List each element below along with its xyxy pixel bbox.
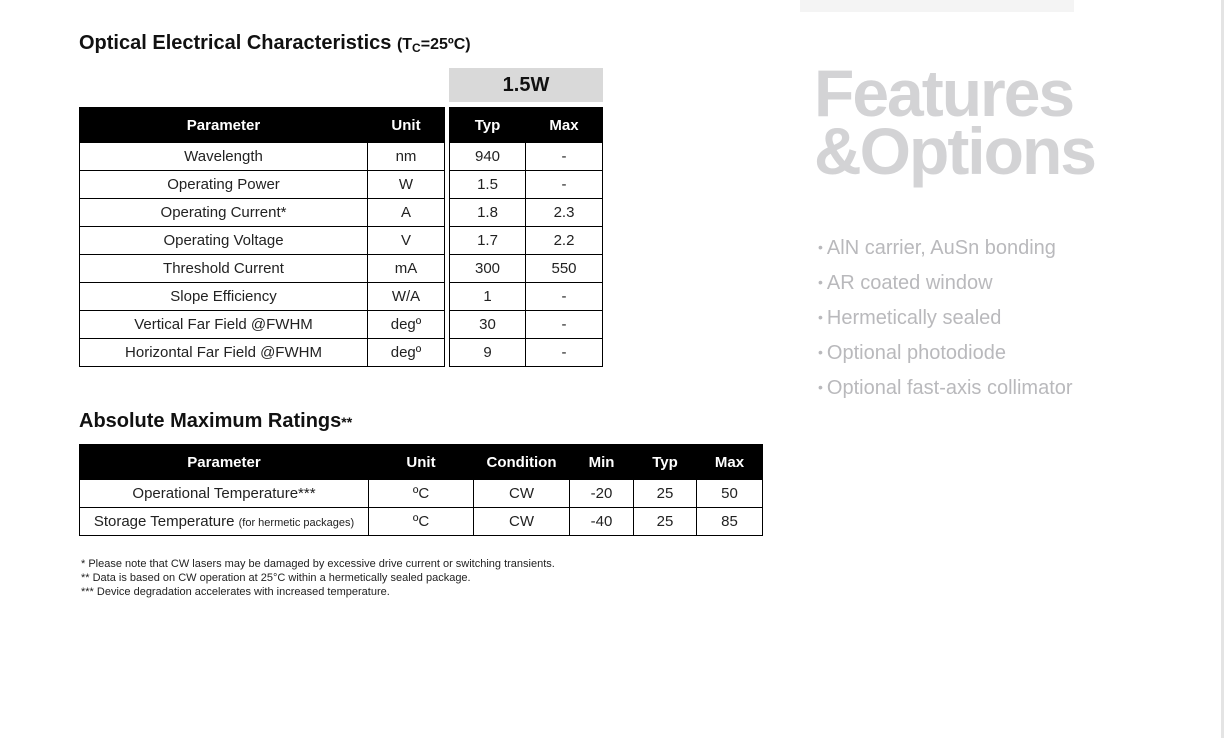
condition-open: (T bbox=[396, 36, 413, 53]
max-cell: - bbox=[526, 283, 603, 311]
bullet-icon: • bbox=[818, 379, 823, 395]
table-row bbox=[450, 339, 603, 367]
table-row bbox=[450, 283, 603, 311]
table-row bbox=[80, 199, 445, 227]
footnote: * Please note that CW lasers may be damaged by excessive drive current or switching transients. bbox=[81, 558, 555, 570]
unit-header: Unit bbox=[368, 108, 445, 143]
feature-label: Hermetically sealed bbox=[826, 307, 1002, 329]
table-row bbox=[450, 143, 603, 171]
table-row bbox=[80, 171, 445, 199]
unit-cell: mA bbox=[368, 255, 445, 283]
table-header-row bbox=[80, 108, 445, 143]
max-cell: - bbox=[526, 339, 603, 367]
table-row bbox=[80, 339, 445, 367]
feature-item bbox=[818, 265, 1073, 300]
features-title-line2: &Options bbox=[814, 114, 1095, 188]
typ-cell: 25 bbox=[634, 508, 697, 536]
feature-item bbox=[818, 230, 1073, 265]
optical-title-text: Optical Electrical Characteristics bbox=[79, 32, 392, 54]
max-header: Max bbox=[697, 445, 763, 480]
bullet-icon: • bbox=[818, 239, 823, 255]
parameter-cell bbox=[80, 480, 369, 508]
unit-cell: V bbox=[368, 227, 445, 255]
table-row bbox=[450, 255, 603, 283]
bullet-icon: • bbox=[818, 344, 823, 360]
feature-label: Optional fast-axis collimator bbox=[826, 377, 1073, 399]
absolute-title-text: Absolute Maximum Ratings bbox=[79, 410, 342, 432]
table-row bbox=[450, 311, 603, 339]
max-cell: - bbox=[526, 143, 603, 171]
parameter-cell: Wavelength bbox=[80, 143, 368, 171]
unit-header: Unit bbox=[369, 445, 474, 480]
parameter-name: Storage Temperature bbox=[93, 513, 235, 530]
feature-item bbox=[818, 335, 1073, 370]
parameter-header: Parameter bbox=[80, 445, 369, 480]
min-cell: -40 bbox=[570, 508, 634, 536]
feature-item bbox=[818, 370, 1073, 405]
condition-cell: CW bbox=[474, 508, 570, 536]
parameter-cell: Threshold Current bbox=[80, 255, 368, 283]
table-row bbox=[450, 171, 603, 199]
parameter-note: (for hermetic packages) bbox=[238, 517, 355, 529]
typ-cell: 940 bbox=[450, 143, 526, 171]
min-cell: -20 bbox=[570, 480, 634, 508]
max-cell: 85 bbox=[697, 508, 763, 536]
feature-item bbox=[818, 300, 1073, 335]
max-cell: - bbox=[526, 311, 603, 339]
condition-close: =25ºC) bbox=[420, 36, 471, 53]
table-header-row bbox=[80, 445, 763, 480]
optical-condition bbox=[397, 36, 471, 53]
min-header: Min bbox=[570, 445, 634, 480]
table-row bbox=[80, 143, 445, 171]
parameter-cell bbox=[80, 508, 369, 536]
parameter-cell: Operating Current* bbox=[80, 199, 368, 227]
typ-header: Typ bbox=[450, 108, 526, 143]
typ-cell: 1.5 bbox=[450, 171, 526, 199]
unit-cell: ºC bbox=[369, 480, 474, 508]
features-list bbox=[818, 230, 1073, 405]
typ-cell: 9 bbox=[450, 339, 526, 367]
parameter-cell: Operating Power bbox=[80, 171, 368, 199]
parameter-header: Parameter bbox=[80, 108, 368, 143]
table-row bbox=[80, 283, 445, 311]
footnote: ** Data is based on CW operation at 25°C within a hermetically sealed package. bbox=[81, 572, 471, 584]
table-row bbox=[450, 227, 603, 255]
optical-characteristics-title bbox=[79, 32, 471, 55]
absolute-ratings-title bbox=[79, 410, 352, 433]
unit-cell: W bbox=[368, 171, 445, 199]
max-cell: 50 bbox=[697, 480, 763, 508]
feature-label: Optional photodiode bbox=[826, 342, 1006, 364]
absolute-title-suffix: ** bbox=[341, 414, 353, 430]
condition-header: Condition bbox=[474, 445, 570, 480]
parameter-cell: Operating Voltage bbox=[80, 227, 368, 255]
table-row bbox=[80, 508, 763, 536]
table-row bbox=[80, 311, 445, 339]
feature-label: AlN carrier, AuSn bonding bbox=[826, 237, 1056, 259]
unit-cell: nm bbox=[368, 143, 445, 171]
features-title-line1: Features bbox=[814, 56, 1074, 130]
optical-parameters-table bbox=[79, 107, 445, 367]
unit-cell: W/A bbox=[368, 283, 445, 311]
footnotes bbox=[81, 557, 555, 599]
typ-cell: 30 bbox=[450, 311, 526, 339]
condition-subscript: C bbox=[412, 41, 421, 55]
max-header: Max bbox=[526, 108, 603, 143]
parameter-cell: Vertical Far Field @FWHM bbox=[80, 311, 368, 339]
footnote: *** Device degradation accelerates with increased temperature. bbox=[81, 586, 390, 598]
unit-cell: degº bbox=[368, 311, 445, 339]
unit-cell: A bbox=[368, 199, 445, 227]
table-row bbox=[450, 199, 603, 227]
absolute-ratings-table bbox=[79, 444, 763, 536]
parameter-cell: Slope Efficiency bbox=[80, 283, 368, 311]
bullet-icon: • bbox=[818, 309, 823, 325]
table-row bbox=[80, 480, 763, 508]
optical-values-table bbox=[449, 107, 603, 367]
max-cell: 2.3 bbox=[526, 199, 603, 227]
parameter-name: Operational Temperature*** bbox=[132, 485, 316, 502]
typ-cell: 1 bbox=[450, 283, 526, 311]
table-row bbox=[80, 227, 445, 255]
feature-label: AR coated window bbox=[826, 272, 993, 294]
typ-header: Typ bbox=[634, 445, 697, 480]
typ-cell: 25 bbox=[634, 480, 697, 508]
max-cell: 550 bbox=[526, 255, 603, 283]
typ-cell: 1.7 bbox=[450, 227, 526, 255]
typ-cell: 300 bbox=[450, 255, 526, 283]
unit-cell: degº bbox=[368, 339, 445, 367]
features-title bbox=[814, 56, 1095, 188]
max-cell: 2.2 bbox=[526, 227, 603, 255]
max-cell: - bbox=[526, 171, 603, 199]
parameter-cell: Horizontal Far Field @FWHM bbox=[80, 339, 368, 367]
table-row bbox=[80, 255, 445, 283]
table-header-row bbox=[450, 108, 603, 143]
typ-cell: 1.8 bbox=[450, 199, 526, 227]
power-rating-header: 1.5W bbox=[449, 68, 603, 102]
bullet-icon: • bbox=[818, 274, 823, 290]
condition-cell: CW bbox=[474, 480, 570, 508]
top-decorative-strip bbox=[800, 0, 1074, 12]
unit-cell: ºC bbox=[369, 508, 474, 536]
